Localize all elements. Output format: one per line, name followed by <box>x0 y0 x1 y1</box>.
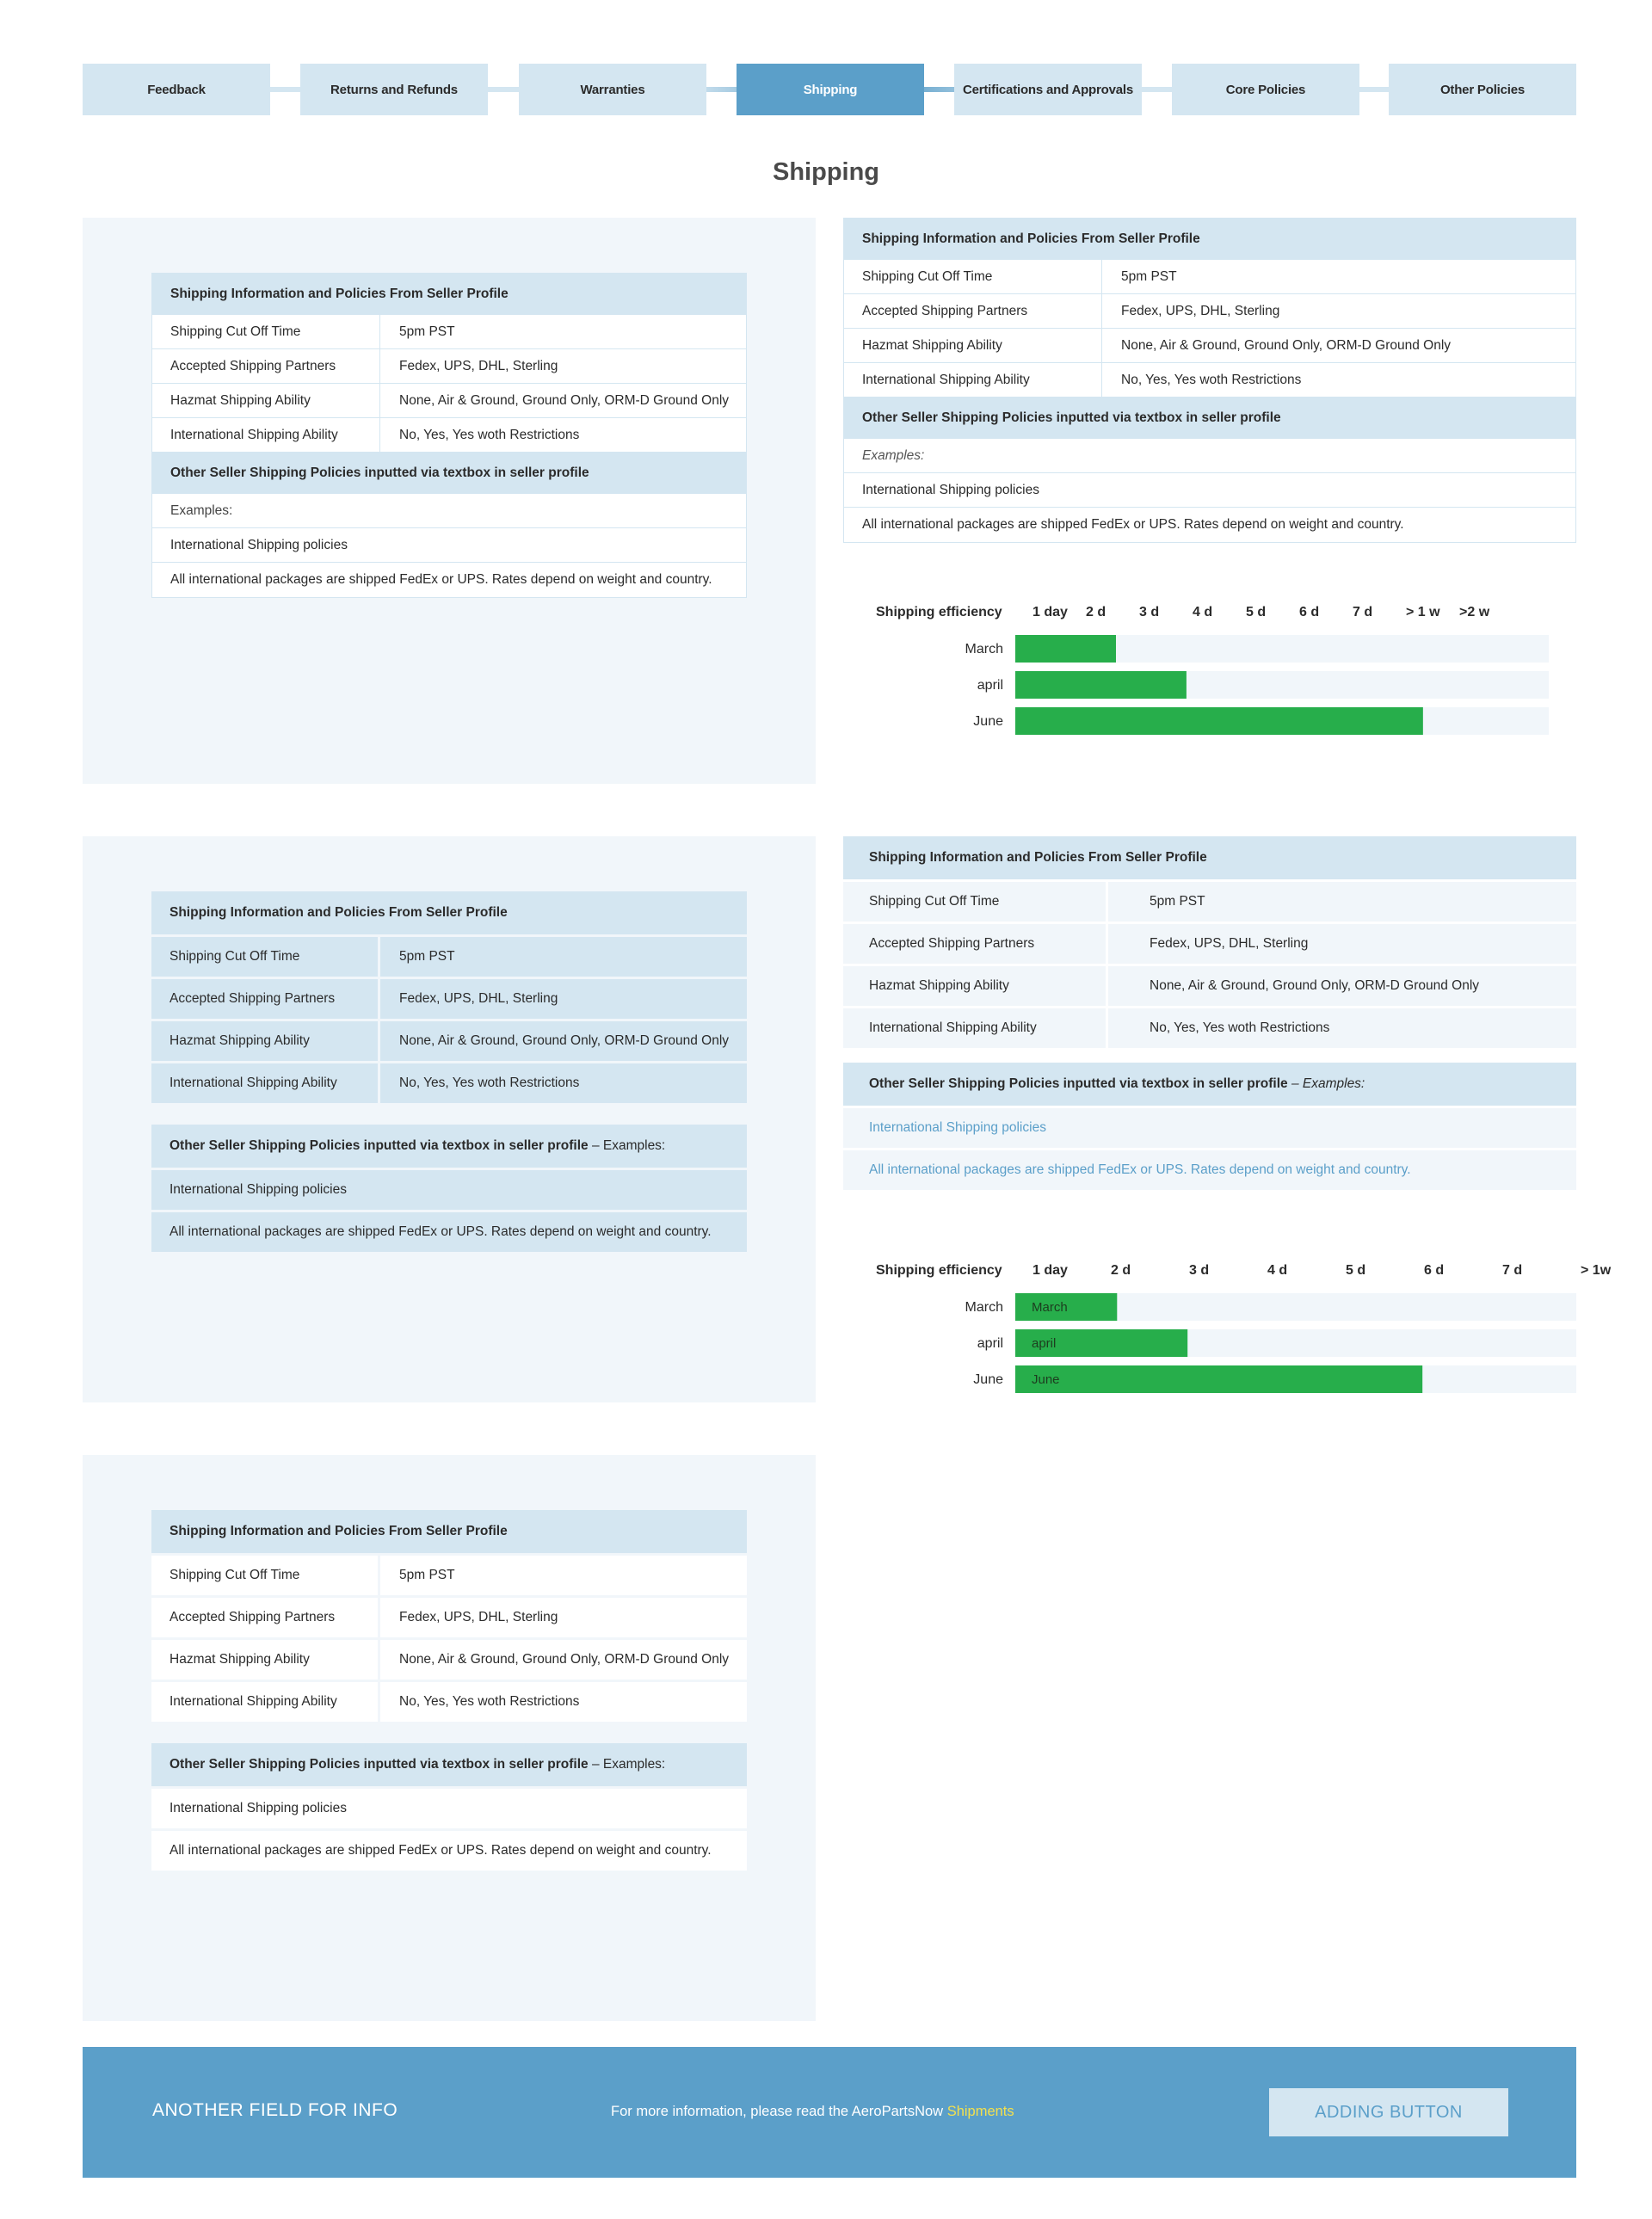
policy-title-row <box>151 1170 747 1210</box>
row-value: None, Air & Ground, Ground Only, ORM-D Ground Only <box>1121 337 1452 353</box>
bar <box>1015 635 1116 663</box>
row-label: Shipping Cut Off Time <box>151 937 378 977</box>
table-row <box>843 882 1576 922</box>
footer-more-info-text: For more information, please read the AeroPartsNow <box>611 2104 947 2119</box>
x-tick-label: > 1w <box>1581 1263 1612 1278</box>
category-label: april <box>977 1336 1003 1351</box>
shipping-info-table-4 <box>843 836 1576 1190</box>
examples-suffix: – Examples: <box>591 1138 666 1153</box>
x-tick-label: 3 d <box>1139 605 1160 619</box>
row-label: Shipping Cut Off Time <box>151 1556 378 1595</box>
row-value: 5pm PST <box>380 937 747 977</box>
adding-button[interactable]: ADDING BUTTON <box>1269 2088 1508 2136</box>
table-row <box>151 1682 747 1722</box>
x-tick-label: >2 w <box>1459 605 1490 619</box>
row-label: Hazmat Shipping Ability <box>844 329 1102 362</box>
policy-title-row <box>151 1789 747 1828</box>
row-label: Accepted Shipping Partners <box>843 924 1106 964</box>
row-value: 5pm PST <box>1108 882 1576 922</box>
table-row <box>151 1556 747 1595</box>
x-tick-label: > 1 w <box>1406 605 1440 619</box>
other-policies-header: Other Seller Shipping Policies inputted via textbox in seller profile <box>152 453 746 494</box>
step-shipping[interactable]: Shipping <box>737 64 924 115</box>
row-value: No, Yes, Yes woth Restrictions <box>399 427 580 442</box>
policy-text: All international packages are shipped FedEx or UPS. Rates depend on weight and country. <box>170 572 712 587</box>
policy-title-row <box>843 1108 1576 1148</box>
row-label: Hazmat Shipping Ability <box>152 384 380 417</box>
x-tick-label: 5 d <box>1246 605 1267 619</box>
table-row <box>151 1063 747 1103</box>
row-value: Fedex, UPS, DHL, Sterling <box>1121 303 1280 318</box>
row-label: Accepted Shipping Partners <box>151 1598 378 1637</box>
table-row <box>151 1640 747 1680</box>
category-label: March <box>965 642 1003 656</box>
other-policies-header <box>151 1125 747 1168</box>
table-row <box>844 260 1575 294</box>
chart-title: Shipping efficiency <box>876 1263 1002 1278</box>
step-returns-and-refunds[interactable]: Returns and Refunds <box>300 64 488 115</box>
x-tick-label: 2 d <box>1111 1263 1131 1278</box>
step-feedback[interactable]: Feedback <box>83 64 270 115</box>
table-row <box>844 294 1575 329</box>
row-label: International Shipping Ability <box>151 1063 378 1103</box>
bar <box>1015 1365 1422 1393</box>
shipments-link[interactable]: Shipments <box>946 2104 1014 2119</box>
row-value: None, Air & Ground, Ground Only, ORM-D Ground Only <box>380 1640 747 1680</box>
other-policies-title: Other Seller Shipping Policies inputted via textbox in seller profile <box>869 1076 1288 1091</box>
other-policies-header <box>843 1063 1576 1106</box>
row-value: None, Air & Ground, Ground Only, ORM-D Ground Only <box>380 1021 747 1061</box>
bar-label: april <box>1032 1336 1057 1351</box>
x-tick-label: 5 d <box>1346 1263 1366 1278</box>
table-row <box>843 966 1576 1006</box>
table-header: Shipping Information and Policies From Seller Profile <box>151 1510 747 1553</box>
other-policies-title: Other Seller Shipping Policies inputted via textbox in seller profile <box>170 1757 589 1772</box>
table-row <box>152 315 746 349</box>
examples-label: Examples: <box>862 447 925 463</box>
footer-info-field: ANOTHER FIELD FOR INFO <box>152 2100 398 2120</box>
policy-title: International Shipping policies <box>151 1789 747 1828</box>
x-tick-label: 7 d <box>1353 605 1373 619</box>
row-value: No, Yes, Yes woth Restrictions <box>1121 372 1302 387</box>
row-label: International Shipping Ability <box>844 363 1102 397</box>
step-warranties[interactable]: Warranties <box>519 64 706 115</box>
table-header: Shipping Information and Policies From Seller Profile <box>152 274 746 315</box>
examples-suffix: – Examples: <box>1291 1076 1365 1091</box>
shipping-info-table-2 <box>843 218 1576 543</box>
row-label: Shipping Cut Off Time <box>844 260 1102 293</box>
examples-row <box>844 439 1575 473</box>
table-row <box>843 924 1576 964</box>
shipping-efficiency-chart-2 <box>843 1252 1612 1398</box>
policy-text-row <box>844 508 1575 542</box>
category-label: June <box>973 714 1003 729</box>
table-row <box>151 1598 747 1637</box>
policy-text: All international packages are shipped FedEx or UPS. Rates depend on weight and country. <box>151 1831 747 1871</box>
x-tick-label: 3 d <box>1189 1263 1210 1278</box>
x-tick-label: 7 d <box>1502 1263 1523 1278</box>
x-tick-label: 1 day <box>1032 605 1068 619</box>
bar <box>1015 671 1187 699</box>
table-row <box>152 349 746 384</box>
footer-more-info <box>611 2104 1014 2120</box>
x-tick-label: 4 d <box>1193 605 1213 619</box>
category-label: april <box>977 678 1003 693</box>
other-policies-header <box>151 1743 747 1786</box>
row-value: Fedex, UPS, DHL, Sterling <box>1108 924 1576 964</box>
row-value: No, Yes, Yes woth Restrictions <box>1108 1008 1576 1048</box>
step-core-policies[interactable]: Core Policies <box>1172 64 1359 115</box>
row-value: 5pm PST <box>399 324 455 339</box>
row-label: Accepted Shipping Partners <box>844 294 1102 328</box>
x-tick-label: 1 day <box>1032 1263 1068 1278</box>
policy-title: International Shipping policies <box>151 1170 747 1210</box>
policy-title: International Shipping policies <box>170 537 348 552</box>
row-label: Hazmat Shipping Ability <box>151 1640 378 1680</box>
row-label: International Shipping Ability <box>843 1008 1106 1048</box>
bar-label: June <box>1032 1372 1060 1387</box>
table-row <box>844 329 1575 363</box>
step-other-policies[interactable]: Other Policies <box>1389 64 1576 115</box>
policy-text-row <box>151 1831 747 1871</box>
row-value: 5pm PST <box>1121 268 1177 284</box>
row-value: None, Air & Ground, Ground Only, ORM-D Ground Only <box>399 392 730 408</box>
row-label: International Shipping Ability <box>152 418 380 452</box>
footer-bar <box>83 2047 1576 2178</box>
x-tick-label: 4 d <box>1267 1263 1288 1278</box>
step-certifications-and-approvals[interactable]: Certifications and Approvals <box>954 64 1142 115</box>
policy-title-row <box>844 473 1575 508</box>
x-tick-label: 2 d <box>1086 605 1106 619</box>
row-label: International Shipping Ability <box>151 1682 378 1722</box>
policy-text: All international packages are shipped FedEx or UPS. Rates depend on weight and country. <box>151 1212 747 1252</box>
examples-row <box>152 494 746 528</box>
shipping-efficiency-chart-1 <box>843 594 1576 740</box>
policy-text: All international packages are shipped FedEx or UPS. Rates depend on weight and country. <box>843 1150 1576 1190</box>
shipping-info-table-1 <box>151 273 747 598</box>
progress-stepper <box>83 64 1576 115</box>
shipping-info-table-5 <box>151 1510 747 1871</box>
row-label: Hazmat Shipping Ability <box>843 966 1106 1006</box>
policy-title: International Shipping policies <box>862 482 1039 497</box>
category-label: March <box>965 1300 1003 1315</box>
shipping-info-table-3 <box>151 891 747 1252</box>
policy-text-row <box>843 1150 1576 1190</box>
row-value: None, Air & Ground, Ground Only, ORM-D Ground Only <box>1108 966 1576 1006</box>
policy-text: All international packages are shipped FedEx or UPS. Rates depend on weight and country. <box>862 517 1404 532</box>
chart-title: Shipping efficiency <box>876 605 1002 619</box>
table-row <box>151 1021 747 1061</box>
examples-suffix: – Examples: <box>591 1757 666 1772</box>
policy-title: International Shipping policies <box>843 1108 1576 1148</box>
bar-label: March <box>1032 1300 1068 1315</box>
policy-text-row <box>152 563 746 597</box>
category-label: June <box>973 1372 1003 1387</box>
row-label: Shipping Cut Off Time <box>152 315 380 348</box>
table-row <box>151 937 747 977</box>
other-policies-header: Other Seller Shipping Policies inputted via textbox in seller profile <box>844 398 1575 439</box>
examples-label: Examples: <box>170 502 233 518</box>
row-value: Fedex, UPS, DHL, Sterling <box>399 358 558 373</box>
table-header: Shipping Information and Policies From Seller Profile <box>151 891 747 934</box>
policy-title-row <box>152 528 746 563</box>
x-tick-label: 6 d <box>1424 1263 1445 1278</box>
table-header: Shipping Information and Policies From Seller Profile <box>844 219 1575 260</box>
x-tick-label: 6 d <box>1299 605 1320 619</box>
row-value: No, Yes, Yes woth Restrictions <box>380 1682 747 1722</box>
other-policies-title: Other Seller Shipping Policies inputted via textbox in seller profile <box>170 1138 589 1153</box>
row-label: Accepted Shipping Partners <box>151 979 378 1019</box>
policy-text-row <box>151 1212 747 1252</box>
table-row <box>844 363 1575 398</box>
row-label: Hazmat Shipping Ability <box>151 1021 378 1061</box>
bar <box>1015 707 1423 735</box>
table-header: Shipping Information and Policies From Seller Profile <box>843 836 1576 879</box>
row-value: No, Yes, Yes woth Restrictions <box>380 1063 747 1103</box>
table-row <box>151 979 747 1019</box>
page-title: Shipping <box>772 158 880 186</box>
row-value: Fedex, UPS, DHL, Sterling <box>380 979 747 1019</box>
row-value: Fedex, UPS, DHL, Sterling <box>380 1598 747 1637</box>
row-label: Shipping Cut Off Time <box>843 882 1106 922</box>
table-row <box>843 1008 1576 1048</box>
table-row <box>152 384 746 418</box>
row-label: Accepted Shipping Partners <box>152 349 380 383</box>
row-value: 5pm PST <box>380 1556 747 1595</box>
table-row <box>152 418 746 453</box>
